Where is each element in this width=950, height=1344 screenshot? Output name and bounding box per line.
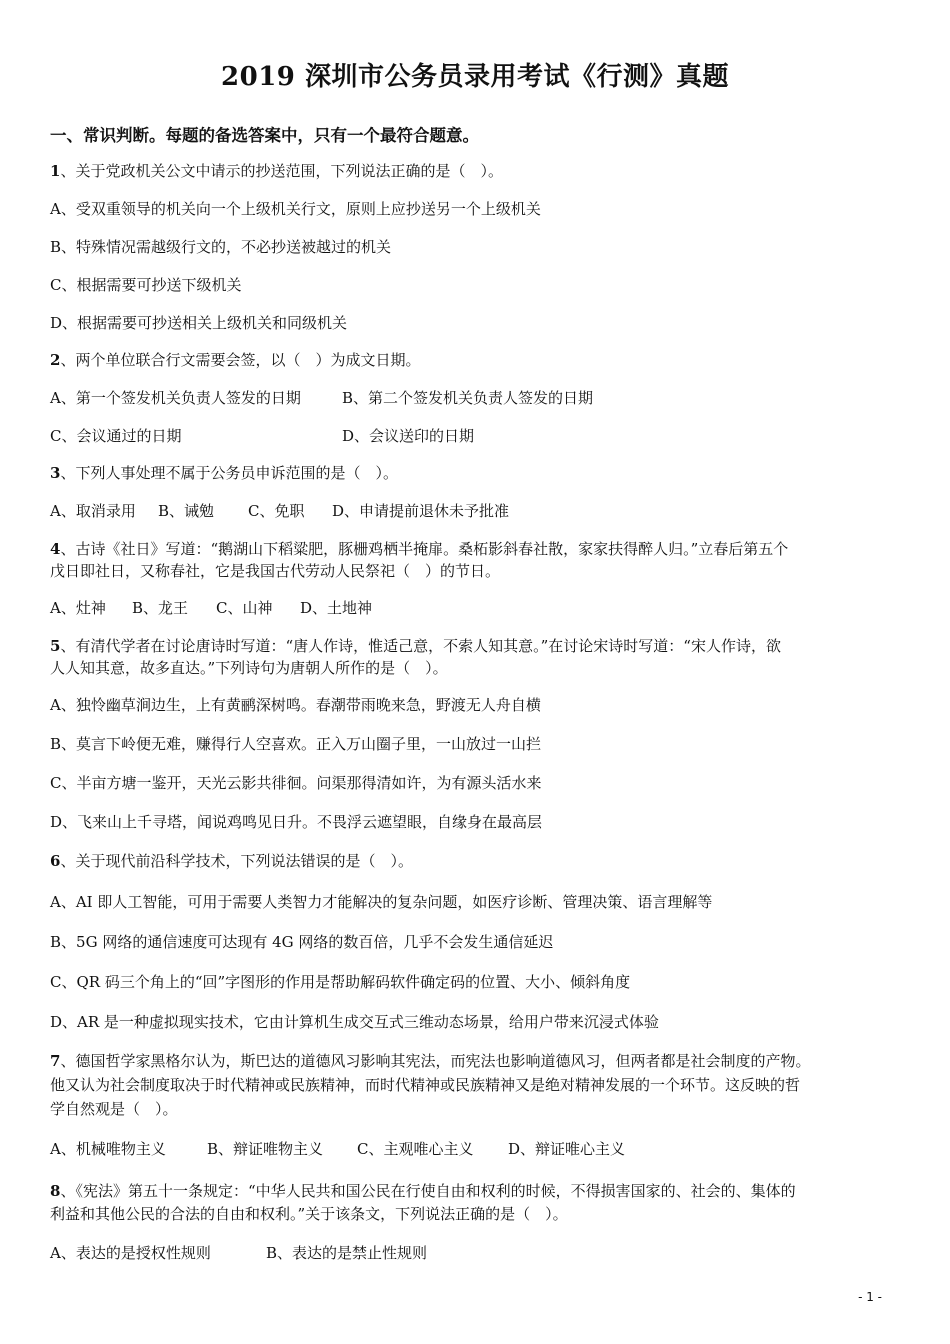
question-text: 、下列人事处理不属于公务员申诉范围的是（ ）。 <box>60 464 398 482</box>
question-5-stem-line-2: 人人知其意，故多直达。”下列诗句为唐朝人所作的是（ ）。 <box>50 659 448 677</box>
question-8-stem-line-1 <box>50 1180 900 1202</box>
question-7-option-b: B、辩证唯物主义 <box>207 1140 324 1158</box>
question-8-options <box>50 1242 900 1264</box>
question-8-stem-line-2: 利益和其他公民的合法的自由和权利。”关于该条文，下列说法正确的是（ ）。 <box>50 1205 568 1223</box>
question-2-option-d: D、会议送印的日期 <box>342 427 475 445</box>
question-text: 、古诗《社日》写道：“鹅湖山下稻粱肥，豚栅鸡栖半掩扉。桑柘影斜春社散，家家扶得醉人归。”立春后第五个 <box>60 540 789 558</box>
question-7-stem-line-2: 他又认为社会制度取决于时代精神或民族精神，而时代精神或民族精神又是绝对精神发展的一个环节。这反映的哲 <box>50 1076 801 1094</box>
question-2-option-b: B、第二个签发机关负责人签发的日期 <box>342 389 594 407</box>
question-3-option-a: A、取消录用 <box>50 502 136 520</box>
question-2-stem <box>50 349 900 371</box>
question-5-option-b: B、莫言下岭便无难，赚得行人空喜欢。正入万山圈子里，一山放过一山拦 <box>50 735 542 753</box>
question-8-option-b: B、表达的是禁止性规则 <box>266 1244 428 1262</box>
question-4-option-c: C、山神 <box>216 599 273 617</box>
question-text: 、有清代学者在讨论唐诗时写道：“唐人作诗，惟适己意，不索人知其意。”在讨论宋诗时写道：“宋人作诗，欲 <box>60 637 781 655</box>
question-4-option-a: A、灶神 <box>50 599 106 617</box>
question-6-stem <box>50 850 900 872</box>
question-1-option-d: D、根据需要可抄送相关上级机关和同级机关 <box>50 314 348 332</box>
question-1-option-a: A、受双重领导的机关向一个上级机关行文，原则上应抄送另一个上级机关 <box>50 200 541 218</box>
question-1-stem <box>50 160 900 182</box>
question-number: 3 <box>50 464 61 482</box>
question-number: 6 <box>50 852 61 870</box>
question-number: 4 <box>50 540 61 558</box>
question-2-options-row-1 <box>50 387 900 409</box>
question-number: 2 <box>50 351 61 369</box>
question-3-option-c: C、免职 <box>248 502 305 520</box>
question-4-options <box>50 597 900 619</box>
question-5-option-a: A、独怜幽草涧边生，上有黄鹂深树鸣。春潮带雨晚来急，野渡无人舟自横 <box>50 696 541 714</box>
question-7-option-c: C、主观唯心主义 <box>357 1140 474 1158</box>
question-7-options <box>50 1138 900 1160</box>
question-text: 、《宪法》第五十一条规定：“中华人民共和国公民在行使自由和权利的时候，不得损害国家的、社会的、集体的 <box>60 1182 796 1200</box>
question-5-option-d: D、飞来山上千寻塔，闻说鸡鸣见日升。不畏浮云遮望眼，自缘身在最高层 <box>50 813 543 831</box>
question-1-option-b: B、特殊情况需越级行文的，不必抄送被越过的机关 <box>50 238 392 256</box>
question-6-option-b: B、5G 网络的通信速度可达现有 4G 网络的数百倍，几乎不会发生通信延迟 <box>50 933 554 951</box>
question-7-option-d: D、辩证唯心主义 <box>508 1140 626 1158</box>
question-text: 、关于党政机关公文中请示的抄送范围，下列说法正确的是（ ）。 <box>60 162 503 180</box>
question-4-option-d: D、土地神 <box>300 599 373 617</box>
question-number: 1 <box>50 162 61 180</box>
page-number: - 1 - <box>858 1290 882 1304</box>
question-5-option-c: C、半亩方塘一鉴开，天光云影共徘徊。问渠那得清如许，为有源头活水来 <box>50 774 542 792</box>
question-4-stem-line-2: 戊日即社日，又称春社，它是我国古代劳动人民祭祀（ ）的节日。 <box>50 562 501 580</box>
question-3-stem <box>50 462 900 484</box>
question-3-options <box>50 500 900 522</box>
document-title: 2019 深圳市公务员录用考试《行测》真题 <box>221 62 729 92</box>
question-6-option-a: A、AI 即人工智能，可用于需要人类智力才能解决的复杂问题，如医疗诊断、管理决策、语言理解等 <box>50 893 713 911</box>
question-7-stem-line-1 <box>50 1050 900 1072</box>
question-number: 7 <box>50 1052 61 1070</box>
question-1-option-c: C、根据需要可抄送下级机关 <box>50 276 242 294</box>
question-6-option-d: D、AR 是一种虚拟现实技术，它由计算机生成交互式三维动态场景，给用户带来沉浸式体验 <box>50 1013 659 1031</box>
question-2-option-a: A、第一个签发机关负责人签发的日期 <box>50 389 301 407</box>
question-2-option-c: C、会议通过的日期 <box>50 427 182 445</box>
question-2-options-row-2 <box>50 425 900 447</box>
question-text: 、关于现代前沿科学技术，下列说法错误的是（ ）。 <box>60 852 413 870</box>
question-4-stem-line-1 <box>50 538 900 560</box>
question-3-option-b: B、诫勉 <box>158 502 215 520</box>
question-text: 、两个单位联合行文需要会签，以（ ）为成文日期。 <box>60 351 421 369</box>
question-8-option-a: A、表达的是授权性规则 <box>50 1244 211 1262</box>
question-number: 5 <box>50 637 61 655</box>
section-heading: 一、常识判断。每题的备选答案中，只有一个最符合题意。 <box>50 126 479 145</box>
question-5-stem-line-1 <box>50 635 900 657</box>
question-7-option-a: A、机械唯物主义 <box>50 1140 166 1158</box>
question-3-option-d: D、申请提前退休未予批准 <box>332 502 510 520</box>
question-6-option-c: C、QR 码三个角上的“回”字图形的作用是帮助解码软件确定码的位置、大小、倾斜角度 <box>50 973 631 991</box>
question-7-stem-line-3: 学自然观是（ ）。 <box>50 1100 178 1118</box>
question-4-option-b: B、龙王 <box>132 599 189 617</box>
question-text: 、德国哲学家黑格尔认为，斯巴达的道德风习影响其宪法，而宪法也影响道德风习，但两者都是社会制度的产物。 <box>60 1052 811 1070</box>
question-number: 8 <box>50 1182 61 1200</box>
